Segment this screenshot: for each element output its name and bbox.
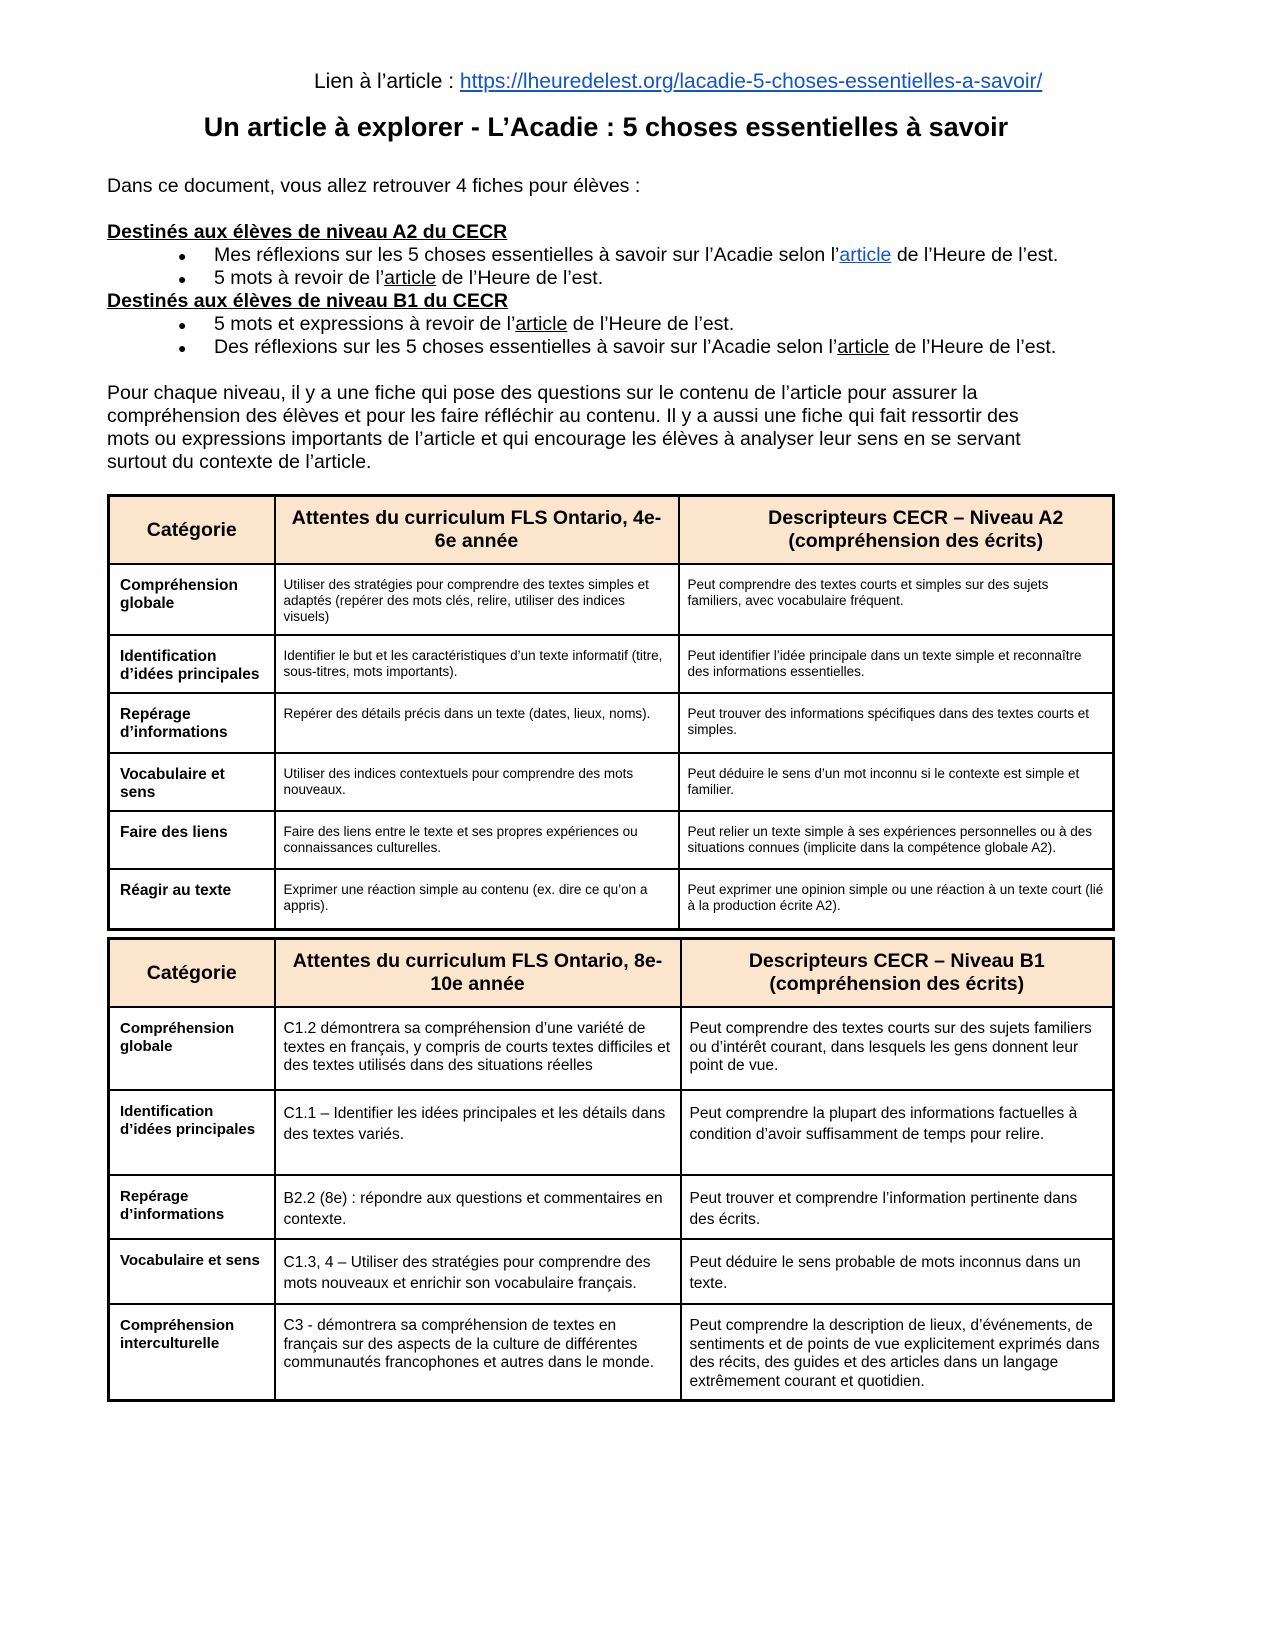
link-prefix: Lien à l’article : xyxy=(314,70,460,93)
header-curriculum: Attentes du curriculum FLS Ontario, 8e-10e année xyxy=(275,939,681,1008)
header-cecr: Descripteurs CECR – Niveau B1 (compréhension des écrits) xyxy=(681,939,1114,1008)
table-row: Repérage d’informations Repérer des détails précis dans un texte (dates, lieux, noms). Peut trouver des informations spécifiques dans des textes courts et simples. xyxy=(109,693,1114,753)
table-row: Identification d’idées principales C1.1 – Identifier les idées principales et les détails dans des textes variés. Peut comprendre la plupart des informations factuelles à condition d’avoir suffisamment de temps pour relire. xyxy=(109,1090,1114,1175)
table-row: Identification d’idées principales Identifier le but et les caractéristiques d’un texte informatif (titre, sous-titres, mots importants). Peut identifier l’idée principale dans un texte simple et reconnaître des informations essentielles. xyxy=(109,635,1114,693)
article-url-link[interactable]: https://lheuredelest.org/lacadie-5-choses-essentielles-a-savoir/ xyxy=(459,70,1043,93)
list-item: ● 5 mots et expressions à revoir de l’article de l’Heure de l’est. xyxy=(214,313,1107,336)
page-title: Un article à explorer - L’Acadie : 5 choses essentielles à savoir xyxy=(203,112,1009,142)
table-row: Vocabulaire et sens Utiliser des indices contextuels pour comprendre des mots nouveaux. Peut déduire le sens d’un mot inconnu si le contexte est simple et familier. xyxy=(109,753,1114,811)
intro-lead: Dans ce document, vous allez retrouver 4 fiches pour élèves : xyxy=(107,175,641,197)
article-link-line xyxy=(314,70,1042,94)
article-link[interactable]: article xyxy=(837,336,890,358)
bullet-list-b1 xyxy=(107,313,1107,359)
table-row: Réagir au texte Exprimer une réaction simple au contenu (ex. dire ce qu’on a appris). Peut exprimer une opinion simple ou une réaction à un texte court (lié à la production écrite A2). xyxy=(109,869,1114,929)
article-link[interactable]: article xyxy=(839,244,892,266)
list-item: ● Mes réflexions sur les 5 choses essentielles à savoir sur l’Acadie selon l’article de l’Heure de l’est. xyxy=(214,244,1107,267)
header-cecr: Descripteurs CECR – Niveau A2 (compréhension des écrits) xyxy=(679,496,1114,565)
section-title-a2: Destinés aux élèves de niveau A2 du CECR xyxy=(107,221,508,243)
table-row: Repérage d’informations B2.2 (8e) : répondre aux questions et commentaires en contexte. Peut trouver et comprendre l’information pertinente dans des écrits. xyxy=(109,1175,1114,1239)
header-category: Catégorie xyxy=(109,939,275,1008)
table-a2 xyxy=(107,494,1115,931)
list-item: ● Des réflexions sur les 5 choses essentielles à savoir sur l’Acadie selon l’article de l’Heure de l’est. xyxy=(214,336,1107,359)
intro-section xyxy=(107,175,1107,474)
intro-paragraph: Pour chaque niveau, il y a une fiche qui pose des questions sur le contenu de l’article pour assurer la compréhension des élèves et pour les faire réfléchir au contenu. Il y a aussi une fiche qui fait ressortir des mots ou expressions importants de l’article et qui encourage les élèves à analyser leur sens en se servant surtout du contexte de l’article. xyxy=(107,382,1021,473)
list-item: ● 5 mots à revoir de l’article de l’Heure de l’est. xyxy=(214,267,1107,290)
header-category: Catégorie xyxy=(109,496,275,565)
section-title-b1: Destinés aux élèves de niveau B1 du CECR xyxy=(107,290,508,312)
table-row: Compréhension interculturelle C3 - démontrera sa compréhension de textes en français sur des aspects de la culture de différentes communautés francophones et autres dans le monde. Peut comprendre la description de lieux, d’événements, de sentiments et de points de vue explicitement exprimés dans des récits, des guides et des articles dans un langage extrêmement courant et quotidien. xyxy=(109,1304,1114,1401)
bullet-list-a2 xyxy=(107,244,1107,290)
header-curriculum: Attentes du curriculum FLS Ontario, 4e-6e année xyxy=(275,496,679,565)
table-b1 xyxy=(107,937,1115,1402)
article-link[interactable]: article xyxy=(515,313,568,335)
table-row: Compréhension globale Utiliser des stratégies pour comprendre des textes simples et adaptés (repérer des mots clés, relire, utiliser des indices visuels) Peut comprendre des textes courts et simples sur des sujets familiers, avec vocabulaire fréquent. xyxy=(109,564,1114,635)
table-row: Faire des liens Faire des liens entre le texte et ses propres expériences ou connaissances culturelles. Peut relier un texte simple à ses expériences personnelles ou à des situations connues (implicite dans la compétence globale A2). xyxy=(109,811,1114,869)
article-link[interactable]: article xyxy=(384,267,437,289)
table-row: Vocabulaire et sens C1.3, 4 – Utiliser des stratégies pour comprendre des mots nouveaux et enrichir son vocabulaire français. Peut déduire le sens probable de mots inconnus dans un texte. xyxy=(109,1239,1114,1304)
table-row: Compréhension globale C1.2 démontrera sa compréhension d’une variété de textes en français, y compris de courts textes difficiles et des textes utilisés dans des situations réelles Peut comprendre des textes courts sur des sujets familiers ou d’intérêt courant, dans lesquels les gens donnent leur point de vue. xyxy=(109,1007,1114,1090)
